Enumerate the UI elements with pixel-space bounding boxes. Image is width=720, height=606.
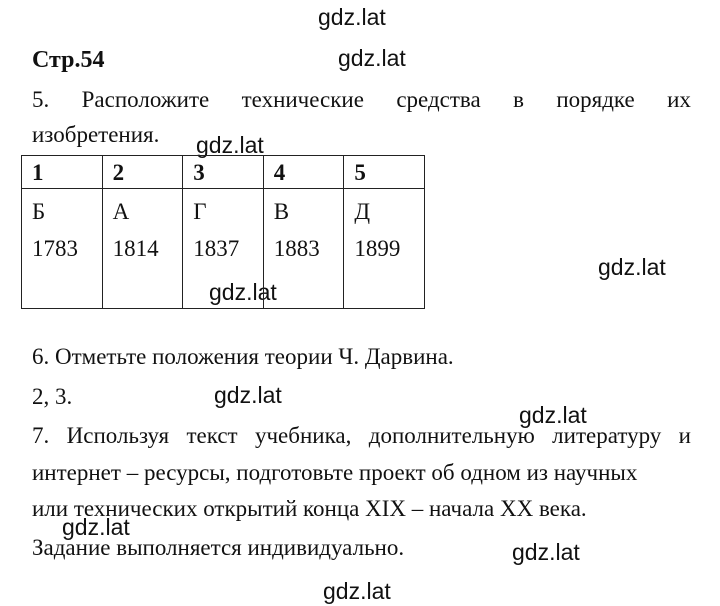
table-header-cell: 5 bbox=[344, 156, 425, 189]
watermark: gdz.lat bbox=[209, 279, 277, 305]
answer-table bbox=[21, 155, 425, 309]
table-header-row bbox=[22, 156, 425, 189]
question-7-line-1: 7. Используя текст учебника, дополнительную литературу и bbox=[32, 423, 691, 448]
cell-year: 1814 bbox=[112, 236, 159, 261]
watermark: gdz.lat bbox=[519, 402, 587, 428]
question-7-line-2: интернет – ресурсы, подготовьте проект об одном из научных bbox=[32, 460, 638, 485]
table-header-cell: 3 bbox=[183, 156, 264, 189]
cell-year: 1899 bbox=[354, 236, 401, 261]
table-row bbox=[22, 189, 425, 309]
word: Расположите bbox=[81, 87, 210, 112]
word: средства bbox=[396, 87, 481, 112]
table-cell bbox=[22, 189, 103, 309]
table-cell bbox=[102, 189, 183, 309]
question-5-line-2: изобретения. bbox=[32, 122, 160, 147]
watermark: gdz.lat bbox=[196, 132, 264, 158]
cell-year: 1837 bbox=[193, 236, 240, 261]
question-7-answer: Задание выполняется индивидуально. bbox=[32, 535, 405, 560]
watermark: gdz.lat bbox=[318, 4, 386, 30]
watermark: gdz.lat bbox=[338, 45, 406, 71]
word: технические bbox=[241, 87, 364, 112]
word: порядке bbox=[556, 87, 635, 112]
word: в bbox=[513, 87, 524, 112]
cell-year: 1783 bbox=[32, 236, 78, 261]
word: их bbox=[667, 87, 691, 112]
question-7-line-3: или технических открытий конца XIX – начала XX века. bbox=[32, 496, 587, 521]
page-label: Стр.54 bbox=[32, 47, 105, 73]
cell-letter: Б bbox=[32, 199, 46, 224]
table-cell bbox=[183, 189, 264, 309]
question-6: 6. Отметьте положения теории Ч. Дарвина. bbox=[32, 344, 454, 369]
cell-year: 1883 bbox=[273, 236, 320, 261]
watermark: gdz.lat bbox=[323, 578, 391, 604]
table-cell bbox=[344, 189, 425, 309]
question-5-line-1 bbox=[32, 88, 691, 111]
cell-letter: А bbox=[112, 199, 130, 224]
watermark: gdz.lat bbox=[512, 539, 580, 565]
cell-letter: Г bbox=[193, 199, 207, 224]
word: 5. bbox=[32, 87, 50, 112]
question-6-answer: 2, 3. bbox=[32, 384, 73, 409]
watermark: gdz.lat bbox=[598, 254, 666, 280]
cell-letter: В bbox=[273, 199, 290, 224]
watermark: gdz.lat bbox=[214, 382, 282, 408]
table-header-cell: 4 bbox=[263, 156, 344, 189]
watermark: gdz.lat bbox=[62, 514, 130, 540]
table-header-cell: 1 bbox=[22, 156, 103, 189]
table-header-cell: 2 bbox=[102, 156, 183, 189]
cell-letter: Д bbox=[354, 199, 371, 224]
table-cell bbox=[263, 189, 344, 309]
